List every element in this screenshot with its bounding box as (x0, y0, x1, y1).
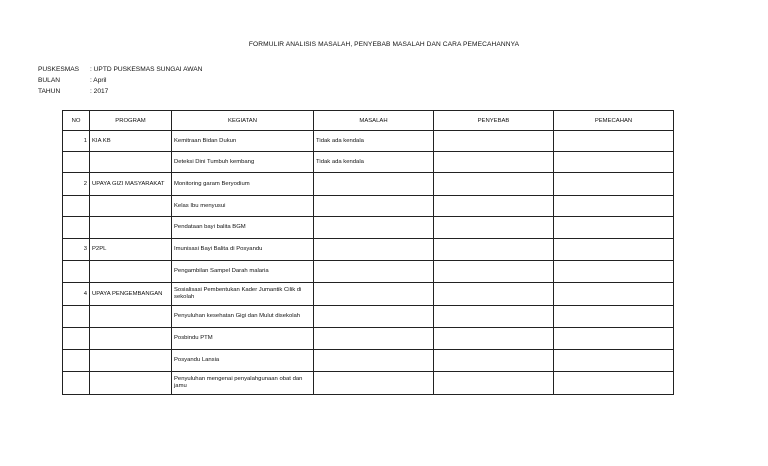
cell-penyebab (434, 131, 554, 152)
cell-masalah (314, 152, 434, 173)
table-row (63, 372, 674, 395)
cell-kegiatan (172, 217, 314, 239)
cell-no (63, 283, 90, 306)
cell-program-text: UPAYA GIZI MASYARAKAT (92, 180, 165, 187)
cell-program (90, 173, 172, 196)
cell-program (90, 350, 172, 372)
cell-no (63, 173, 90, 196)
cell-masalah (314, 131, 434, 152)
cell-kegiatan-text: Sosialisasi Pembentukan Kader Jumantik Cilik di sekolah (174, 287, 302, 300)
meta-value: : 2017 (90, 88, 109, 95)
cell-no-text: 3 (83, 246, 87, 252)
cell-no (63, 306, 90, 328)
cell-program (90, 239, 172, 261)
cell-program-text: P2PL (92, 246, 107, 252)
cell-masalah-text: Tidak ada kendala (316, 158, 364, 165)
cell-kegiatan-text: Kelas Ibu menyusui (174, 202, 226, 209)
header-penyebab: PENYEBAB (434, 111, 554, 131)
cell-kegiatan-text: Pengambilan Sampel Darah malaria (174, 268, 269, 274)
cell-no-text: 1 (83, 137, 87, 144)
cell-program (90, 306, 172, 328)
cell-kegiatan (172, 196, 314, 217)
table-row (63, 261, 674, 283)
cell-masalah (314, 283, 434, 306)
cell-program (90, 372, 172, 395)
cell-kegiatan-text: Penyuluhan kesehatan Gigi dan Mulut disekolah (174, 313, 301, 319)
header-pemecahan: PEMECAHAN (554, 111, 674, 131)
cell-program-text: KIA KB (92, 137, 111, 144)
table-row (63, 152, 674, 173)
cell-program (90, 328, 172, 350)
cell-masalah-text: Tidak ada kendala (316, 137, 364, 144)
cell-pemecahan (554, 131, 674, 152)
cell-kegiatan-text: Posyandu Lansia (174, 357, 220, 363)
cell-program-text: UPAYA PENGEMBANGAN (92, 290, 163, 297)
cell-penyebab (434, 173, 554, 196)
table-row (63, 328, 674, 350)
cell-program (90, 152, 172, 173)
table-row (63, 283, 674, 306)
cell-pemecahan (554, 283, 674, 306)
form-title: FORMULIR ANALISIS MASALAH, PENYEBAB MASALAH DAN CARA PEMECAHANNYA (248, 41, 520, 48)
cell-masalah (314, 217, 434, 239)
cell-pemecahan (554, 306, 674, 328)
cell-no (63, 196, 90, 217)
cell-pemecahan (554, 217, 674, 239)
cell-kegiatan (172, 350, 314, 372)
header-no: NO (63, 111, 90, 131)
table-body (63, 131, 674, 395)
meta-label: BULAN (38, 77, 60, 84)
table-row (63, 239, 674, 261)
meta-label: PUSKESMAS (38, 66, 80, 73)
cell-pemecahan (554, 152, 674, 173)
cell-no (63, 261, 90, 283)
meta-value: : April (90, 77, 107, 84)
cell-penyebab (434, 152, 554, 173)
cell-masalah (314, 350, 434, 372)
cell-masalah (314, 173, 434, 196)
cell-kegiatan (172, 372, 314, 395)
cell-program (90, 217, 172, 239)
cell-no (63, 372, 90, 395)
form-meta (38, 64, 202, 97)
cell-no (63, 350, 90, 372)
cell-kegiatan (172, 239, 314, 261)
cell-kegiatan-text: Posbindu PTM (174, 335, 213, 341)
cell-masalah (314, 196, 434, 217)
cell-no (63, 217, 90, 239)
cell-pemecahan (554, 261, 674, 283)
cell-no (63, 152, 90, 173)
cell-kegiatan (172, 173, 314, 196)
cell-penyebab (434, 261, 554, 283)
header-masalah: MASALAH (314, 111, 434, 131)
cell-penyebab (434, 239, 554, 261)
cell-kegiatan (172, 152, 314, 173)
meta-value: : UPTD PUSKESMAS SUNGAI AWAN (90, 66, 203, 73)
cell-kegiatan-text: Pendataan bayi balita BGM (174, 224, 246, 230)
cell-no (63, 131, 90, 152)
meta-row-puskesmas (38, 64, 202, 75)
cell-penyebab (434, 283, 554, 306)
table-row (63, 217, 674, 239)
cell-penyebab (434, 196, 554, 217)
cell-pemecahan (554, 196, 674, 217)
header-program: PROGRAM (90, 111, 172, 131)
header-kegiatan: KEGIATAN (172, 111, 314, 131)
cell-kegiatan (172, 261, 314, 283)
table-row (63, 306, 674, 328)
cell-program (90, 131, 172, 152)
meta-row-tahun (38, 86, 202, 97)
cell-kegiatan-text: Penyuluhan mengenai penyalahgunaan obat dan jamu (174, 376, 303, 389)
cell-kegiatan (172, 131, 314, 152)
meta-row-bulan (38, 75, 202, 86)
cell-masalah (314, 239, 434, 261)
table-row (63, 196, 674, 217)
cell-penyebab (434, 350, 554, 372)
cell-penyebab (434, 217, 554, 239)
cell-masalah (314, 372, 434, 395)
cell-pemecahan (554, 173, 674, 196)
cell-penyebab (434, 372, 554, 395)
cell-pemecahan (554, 239, 674, 261)
cell-kegiatan-text: Imunisasi Bayi Balita di Posyandu (174, 246, 263, 252)
cell-no-text: 4 (83, 290, 87, 297)
cell-masalah (314, 328, 434, 350)
cell-penyebab (434, 328, 554, 350)
cell-pemecahan (554, 350, 674, 372)
analysis-table (62, 110, 674, 395)
cell-program (90, 283, 172, 306)
cell-no (63, 328, 90, 350)
cell-masalah (314, 306, 434, 328)
cell-penyebab (434, 306, 554, 328)
cell-masalah (314, 261, 434, 283)
cell-kegiatan-text: Kemitraan Bidan Dukun (174, 137, 237, 144)
cell-no-text: 2 (83, 180, 87, 187)
table-header-row (63, 111, 674, 131)
cell-program (90, 261, 172, 283)
table-row (63, 173, 674, 196)
cell-kegiatan-text: Deteksi Dini Tumbuh kembang (174, 158, 255, 165)
cell-no (63, 239, 90, 261)
cell-pemecahan (554, 372, 674, 395)
cell-kegiatan (172, 306, 314, 328)
meta-label: TAHUN (38, 88, 61, 95)
table-row (63, 350, 674, 372)
cell-kegiatan (172, 328, 314, 350)
cell-program (90, 196, 172, 217)
cell-kegiatan (172, 283, 314, 306)
cell-kegiatan-text: Monitoring garam Beryodium (174, 180, 250, 187)
cell-pemecahan (554, 328, 674, 350)
table-row (63, 131, 674, 152)
